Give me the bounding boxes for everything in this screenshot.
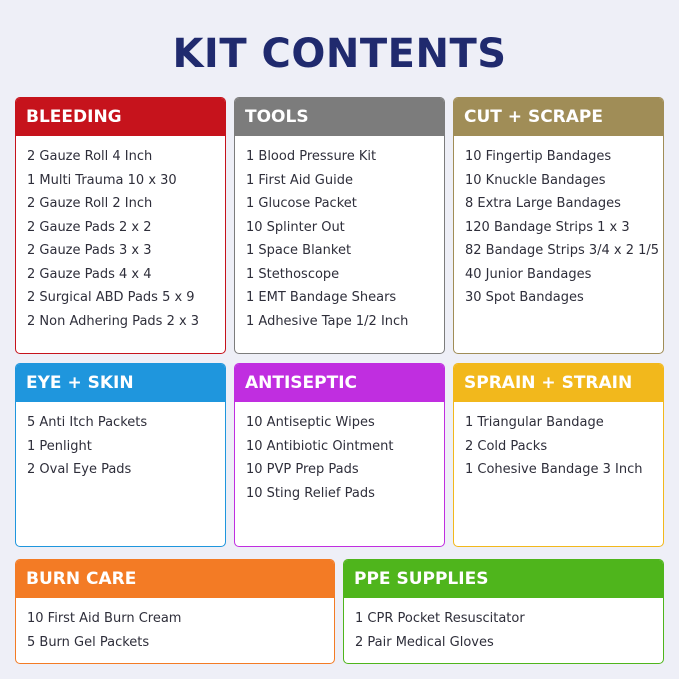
list-item: 1 Glucose Packet bbox=[246, 196, 357, 211]
list-item: 1 Triangular Bandage bbox=[465, 415, 604, 430]
item-list-tools bbox=[235, 136, 444, 333]
card-header-sprain-strain: SPRAIN + STRAIN bbox=[454, 364, 663, 402]
list-item: 1 Adhesive Tape 1/2 Inch bbox=[246, 313, 409, 329]
list-item: 10 Sting Relief Pads bbox=[246, 485, 375, 501]
list-item: 2 Gauze Pads 3 x 3 bbox=[27, 243, 152, 258]
item-list-eye-skin bbox=[16, 402, 225, 482]
list-item: 1 Cohesive Bandage 3 Inch bbox=[465, 462, 643, 477]
list-item: 1 Multi Trauma 10 x 30 bbox=[27, 172, 177, 188]
list-item: 10 PVP Prep Pads bbox=[246, 462, 359, 477]
list-item: 2 Non Adhering Pads 2 x 3 bbox=[27, 313, 200, 329]
list-item: 10 Antiseptic Wipes bbox=[246, 415, 375, 430]
card-antiseptic bbox=[234, 363, 445, 547]
list-item: 5 Burn Gel Packets bbox=[27, 634, 150, 650]
card-header-tools: TOOLS bbox=[235, 98, 444, 136]
list-item: 2 Surgical ABD Pads 5 x 9 bbox=[27, 290, 195, 305]
list-item: 10 Splinter Out bbox=[246, 219, 345, 235]
card-header-cut-scrape: CUT + SCRAPE bbox=[454, 98, 663, 136]
list-item: 10 Knuckle Bandages bbox=[465, 172, 606, 188]
list-item: 2 Pair Medical Gloves bbox=[355, 634, 494, 650]
list-item: 8 Extra Large Bandages bbox=[465, 196, 621, 211]
card-sprain-strain bbox=[453, 363, 664, 547]
list-item: 2 Gauze Roll 4 Inch bbox=[27, 149, 153, 164]
list-item: 40 Junior Bandages bbox=[465, 266, 592, 282]
page-title: KIT CONTENTS bbox=[172, 31, 507, 77]
card-eye-skin bbox=[15, 363, 226, 547]
list-item: 10 First Aid Burn Cream bbox=[27, 611, 182, 626]
card-header-antiseptic: ANTISEPTIC bbox=[235, 364, 444, 402]
list-item: 2 Gauze Roll 2 Inch bbox=[27, 196, 153, 211]
list-item: 1 EMT Bandage Shears bbox=[246, 290, 397, 305]
item-list-sprain-strain bbox=[454, 402, 663, 482]
card-burn-care bbox=[15, 559, 335, 664]
list-item: 2 Cold Packs bbox=[465, 438, 548, 454]
item-list-antiseptic bbox=[235, 402, 444, 505]
list-item: 2 Oval Eye Pads bbox=[27, 462, 132, 477]
list-item: 5 Anti Itch Packets bbox=[27, 415, 148, 430]
list-item: 1 Penlight bbox=[27, 438, 92, 454]
list-item: 1 First Aid Guide bbox=[246, 172, 353, 188]
card-header-eye-skin: EYE + SKIN bbox=[16, 364, 225, 402]
list-item: 2 Gauze Pads 4 x 4 bbox=[27, 266, 152, 282]
card-tools bbox=[234, 97, 445, 354]
card-ppe-supplies bbox=[343, 559, 664, 664]
card-header-burn-care: BURN CARE bbox=[16, 560, 334, 598]
list-item: 30 Spot Bandages bbox=[465, 290, 584, 305]
list-item: 2 Gauze Pads 2 x 2 bbox=[27, 219, 152, 235]
list-item: 120 Bandage Strips 1 x 3 bbox=[465, 219, 630, 235]
item-list-burn-care bbox=[16, 598, 334, 654]
item-list-bleeding bbox=[16, 136, 225, 333]
card-cut-scrape bbox=[453, 97, 664, 354]
item-list-cut-scrape bbox=[454, 136, 663, 310]
item-list-ppe-supplies bbox=[344, 598, 663, 654]
list-item: 1 Space Blanket bbox=[246, 243, 352, 258]
list-item: 10 Antibiotic Ointment bbox=[246, 438, 394, 454]
list-item: 1 Stethoscope bbox=[246, 266, 340, 282]
card-header-ppe-supplies: PPE SUPPLIES bbox=[344, 560, 663, 598]
card-header-bleeding: BLEEDING bbox=[16, 98, 225, 136]
card-bleeding bbox=[15, 97, 226, 354]
list-item: 82 Bandage Strips 3/4 x 2 1/5 bbox=[465, 243, 660, 258]
list-item: 10 Fingertip Bandages bbox=[465, 149, 612, 164]
list-item: 1 Blood Pressure Kit bbox=[246, 149, 377, 164]
list-item: 1 CPR Pocket Resuscitator bbox=[355, 611, 525, 626]
